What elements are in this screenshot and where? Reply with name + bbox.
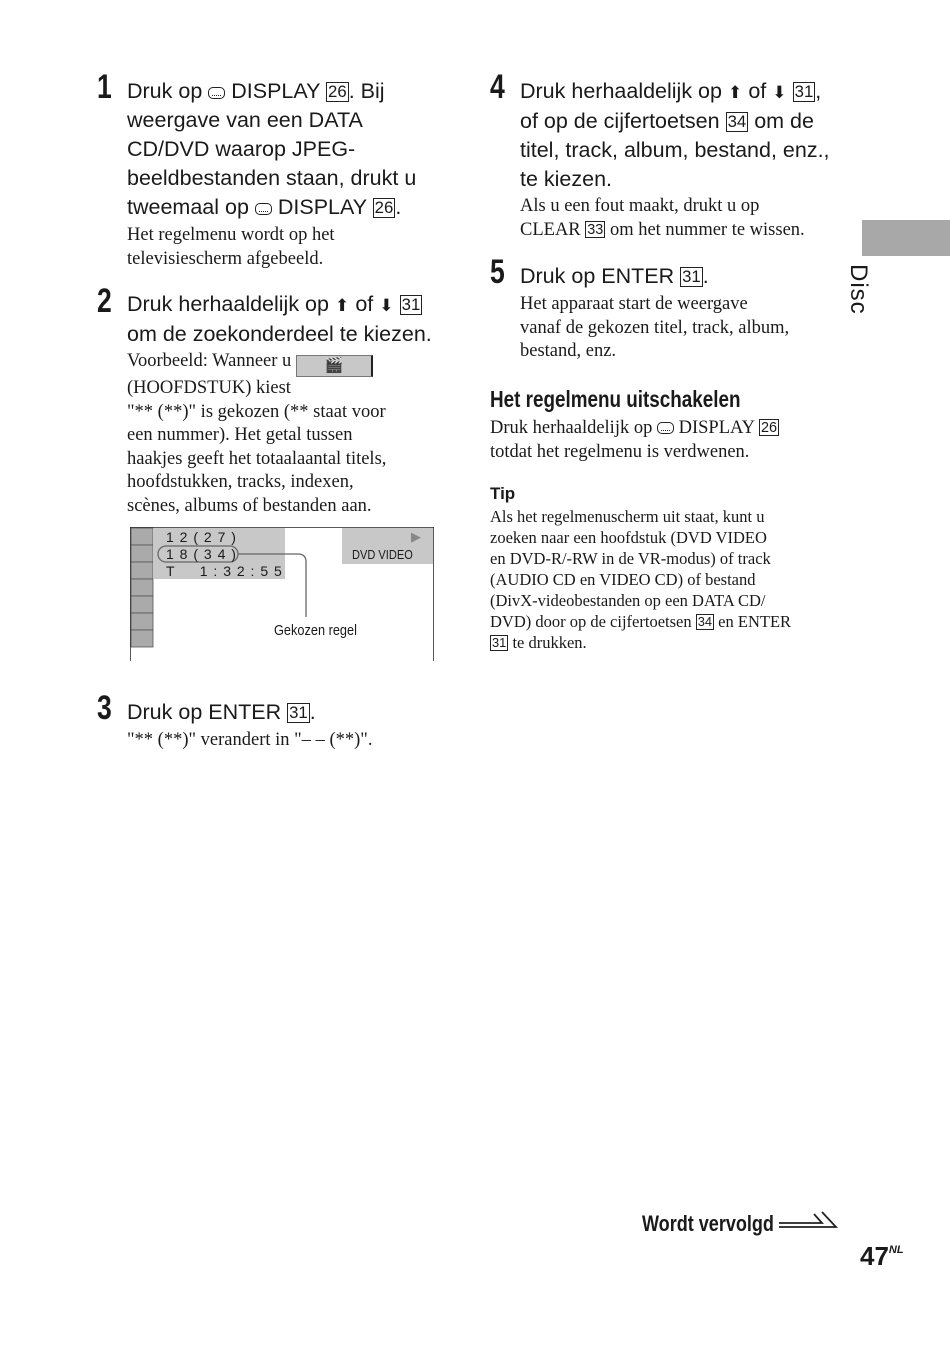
down-arrow-icon: ⬇ xyxy=(772,82,787,102)
ref-box: 26 xyxy=(760,420,777,436)
step-5-body: Het apparaat start de weergave vanaf de gekozen titel, track, album, bestand, enz. xyxy=(520,294,790,361)
ref-box: 34 xyxy=(697,614,713,629)
ref-box: 31 xyxy=(401,295,421,314)
play-icon: ▶ xyxy=(411,529,421,544)
step-2-body: Voorbeeld: Wanneer u 🎬 (HOOFDSTUK) kiest "** (**)" is gekozen (** staat voor een nummer). Het getal tussen haakjes geeft het totaalaantal titels, hoofdstukken, tracks, indexen, scènes, albums of bestanden aan. xyxy=(127,351,387,516)
side-tab xyxy=(862,220,950,256)
continued-arrow-icon xyxy=(778,1211,838,1233)
ref-box: 33 xyxy=(587,221,604,238)
step-2-heading: Druk herhaaldelijk op ⬆ of ⬇ 31 om de zoekonderdeel te kiezen. xyxy=(127,292,432,346)
side-tab-label: Disc xyxy=(845,264,872,315)
up-arrow-icon: ⬆ xyxy=(334,295,350,315)
tip-title: Tip xyxy=(490,484,516,503)
step-3-number: 3 xyxy=(97,689,111,727)
ref-box: 34 xyxy=(727,112,747,131)
language-code: NL xyxy=(888,1244,904,1256)
osd-row-title: 1 2 ( 2 7 ) xyxy=(166,529,237,545)
step-1-number: 1 xyxy=(97,68,111,106)
step-2-number: 2 xyxy=(97,282,111,320)
step-1-heading: Druk op DISPLAY 26. Bij weergave van een DATA CD/DVD waarop JPEG- beeldbestanden staan, drukt u tweemaal op DISPLAY 26. xyxy=(127,79,417,219)
menu-icon-column xyxy=(131,528,153,647)
continued-label: Wordt vervolgd xyxy=(642,1211,774,1236)
ref-box: 31 xyxy=(794,82,814,101)
step-3-body: "** (**)" verandert in "– – (**)". xyxy=(127,730,373,750)
display-button-icon xyxy=(657,422,674,434)
osd-row-time: T 1 : 3 2 : 5 5 xyxy=(166,563,283,579)
step-3-heading: Druk op ENTER 31. xyxy=(127,700,316,724)
ref-box: 31 xyxy=(682,267,701,286)
ref-box: 26 xyxy=(374,198,394,217)
step-5-heading: Druk op ENTER 31. xyxy=(520,264,709,288)
page-number: $47^{NL}$ xyxy=(860,1241,904,1271)
section-body: Druk herhaaldelijk op DISPLAY 26 totdat het regelmenu is verdwenen. xyxy=(490,418,777,462)
osd-row-chapter: 1 8 ( 3 4 ) xyxy=(166,546,237,562)
display-button-icon xyxy=(255,203,272,215)
step-5-number: 5 xyxy=(490,253,504,291)
step-4-heading: Druk herhaaldelijk op ⬆ of ⬇ 31, of op de cijfertoetsen 34 om de titel, track, album, bestand, enz., te kiezen. xyxy=(520,79,830,191)
up-arrow-icon: ⬆ xyxy=(727,82,743,102)
ref-box: 31 xyxy=(289,703,308,722)
down-arrow-icon: ⬇ xyxy=(379,295,394,315)
callout-label: Gekozen regel xyxy=(274,622,357,639)
chapter-icon: 🎬 xyxy=(296,355,373,377)
control-menu-illustration xyxy=(130,527,434,661)
step-4-body: Als u een fout maakt, drukt u op CLEAR 33 om het nummer te wissen. xyxy=(520,196,805,240)
display-button-icon xyxy=(208,87,225,99)
tip-body: Als het regelmenuscherm uit staat, kunt u zoeken naar een hoofdstuk (DVD VIDEO en DVD-R/-RW in de VR-modus) of track (AUDIO CD en VIDEO CD) of bestand (DivX-videobestanden op een DATA CD/ DVD) door op de cijfertoetsen 34 en ENTER 31 te drukken. xyxy=(490,507,792,652)
step-4-number: 4 xyxy=(490,68,504,106)
ref-box: 26 xyxy=(328,82,347,101)
osd-disc-type: DVD VIDEO xyxy=(352,547,413,562)
ref-box: 31 xyxy=(492,635,507,650)
section-title: Het regelmenu uitschakelen xyxy=(490,386,741,412)
step-1-body: Het regelmenu wordt op het televisiescherm afgebeeld. xyxy=(127,225,335,269)
